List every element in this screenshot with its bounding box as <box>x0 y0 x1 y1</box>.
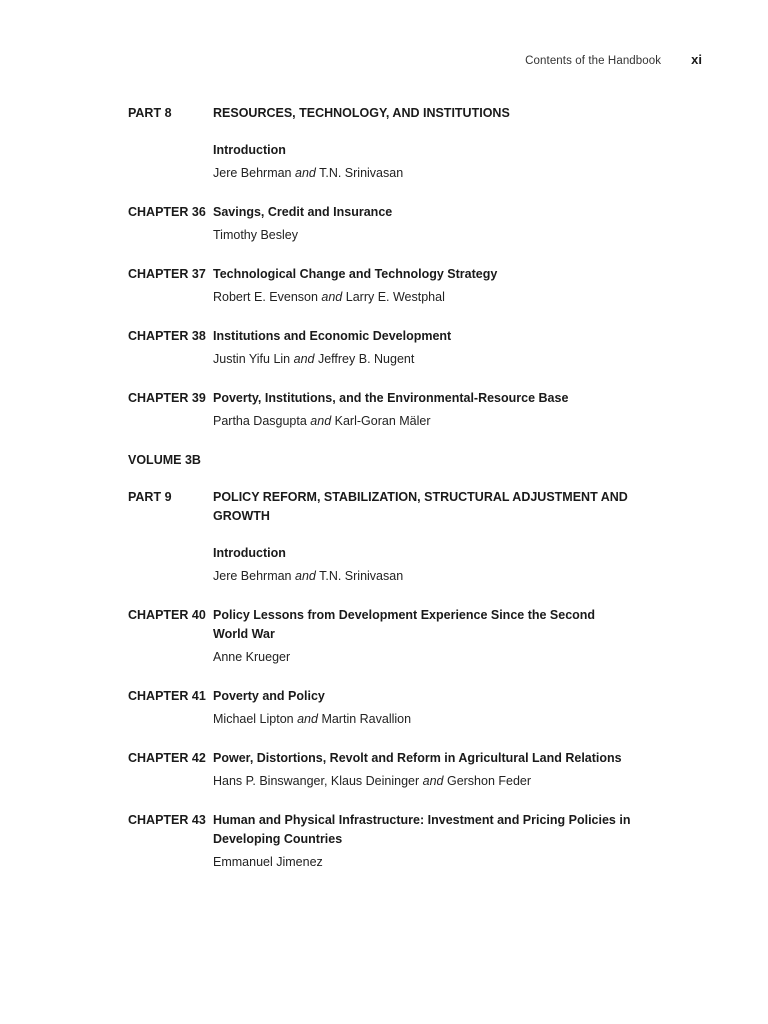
author-name: Jere Behrman <box>213 166 292 180</box>
chapter-authors <box>213 288 668 307</box>
title-line: Human and Physical Infrastructure: Investment and Pricing Policies in <box>213 813 631 827</box>
author-name: Timothy Besley <box>213 228 298 242</box>
chapter-title: Power, Distortions, Revolt and Reform in Agricultural Land Relations <box>213 751 622 765</box>
author-name: Justin Yifu Lin <box>213 352 291 366</box>
entry-label: CHAPTER 38 <box>128 329 206 343</box>
part-title <box>213 488 668 526</box>
title-line: Developing Countries <box>213 832 343 846</box>
toc-entry-chapter-36 <box>128 203 668 245</box>
running-head <box>525 52 702 67</box>
part-title: RESOURCES, TECHNOLOGY, AND INSTITUTIONS <box>213 106 510 120</box>
volume-label: VOLUME 3B <box>128 453 201 467</box>
chapter-title: Savings, Credit and Insurance <box>213 205 393 219</box>
toc-entry-part-8 <box>128 104 668 123</box>
title-line: World War <box>213 627 275 641</box>
chapter-title: Institutions and Economic Development <box>213 329 452 343</box>
chapter-authors <box>213 853 668 872</box>
chapter-title <box>213 811 668 849</box>
title-line: GROWTH <box>213 509 270 523</box>
entry-label: CHAPTER 39 <box>128 391 206 405</box>
author-conjunction: and <box>422 774 444 788</box>
toc-entry-chapter-40 <box>128 606 668 667</box>
author-name: Partha Dasgupta <box>213 414 307 428</box>
toc-entry-chapter-43 <box>128 811 668 872</box>
title-line: POLICY REFORM, STABILIZATION, STRUCTURAL ADJUSTMENT AND <box>213 490 628 504</box>
chapter-authors <box>213 772 668 791</box>
running-title: Contents of the Handbook <box>525 55 662 67</box>
entry-label: CHAPTER 36 <box>128 205 206 219</box>
chapter-title: Poverty, Institutions, and the Environmental-Resource Base <box>213 391 569 405</box>
author-name: T.N. Srinivasan <box>319 569 404 583</box>
chapter-authors <box>213 648 668 667</box>
author-name: T.N. Srinivasan <box>319 166 404 180</box>
entry-label: CHAPTER 42 <box>128 751 206 765</box>
toc-entry-chapter-38 <box>128 327 668 369</box>
toc-entry-part-8-introduction <box>128 141 668 183</box>
author-name: Larry E. Westphal <box>345 290 445 304</box>
author-name: Michael Lipton <box>213 712 294 726</box>
toc-entry-chapter-37 <box>128 265 668 307</box>
author-conjunction: and <box>295 166 316 180</box>
chapter-title: Technological Change and Technology Strategy <box>213 267 498 281</box>
author-name: Karl-Goran Mäler <box>334 414 431 428</box>
author-conjunction: and <box>293 352 315 366</box>
toc-entry-part-9 <box>128 488 668 526</box>
author-name: Gershon Feder <box>446 774 532 788</box>
page-number: xi <box>691 52 702 67</box>
author-name: Jeffrey B. Nugent <box>317 352 415 366</box>
toc-entry-volume-3b <box>128 451 668 470</box>
toc-entry-chapter-39 <box>128 389 668 431</box>
author-name: Martin Ravallion <box>321 712 412 726</box>
chapter-authors <box>213 226 668 245</box>
chapter-authors <box>213 710 668 729</box>
entry-label: CHAPTER 37 <box>128 267 206 281</box>
entry-label: PART 9 <box>128 490 172 504</box>
chapter-authors <box>213 412 668 431</box>
author-conjunction: and <box>321 290 343 304</box>
chapter-authors <box>213 567 668 586</box>
introduction-title: Introduction <box>213 143 286 157</box>
entry-label: CHAPTER 43 <box>128 813 206 827</box>
table-of-contents <box>128 104 668 872</box>
author-name: Jere Behrman <box>213 569 292 583</box>
toc-entry-chapter-42 <box>128 749 668 791</box>
author-name: Anne Krueger <box>213 650 291 664</box>
introduction-title: Introduction <box>213 546 286 560</box>
author-name: Emmanuel Jimenez <box>213 855 323 869</box>
title-line: Policy Lessons from Development Experience Since the Second <box>213 608 596 622</box>
author-name: Hans P. Binswanger, Klaus Deininger <box>213 774 420 788</box>
author-conjunction: and <box>295 569 316 583</box>
entry-label: CHAPTER 40 <box>128 608 206 622</box>
author-name: Robert E. Evenson <box>213 290 318 304</box>
author-conjunction: and <box>310 414 332 428</box>
chapter-authors <box>213 350 668 369</box>
chapter-authors <box>213 164 668 183</box>
entry-label: PART 8 <box>128 106 172 120</box>
toc-entry-part-9-introduction <box>128 544 668 586</box>
chapter-title: Poverty and Policy <box>213 689 325 703</box>
author-conjunction: and <box>297 712 318 726</box>
entry-label: CHAPTER 41 <box>128 689 206 703</box>
chapter-title <box>213 606 668 644</box>
toc-entry-chapter-41 <box>128 687 668 729</box>
